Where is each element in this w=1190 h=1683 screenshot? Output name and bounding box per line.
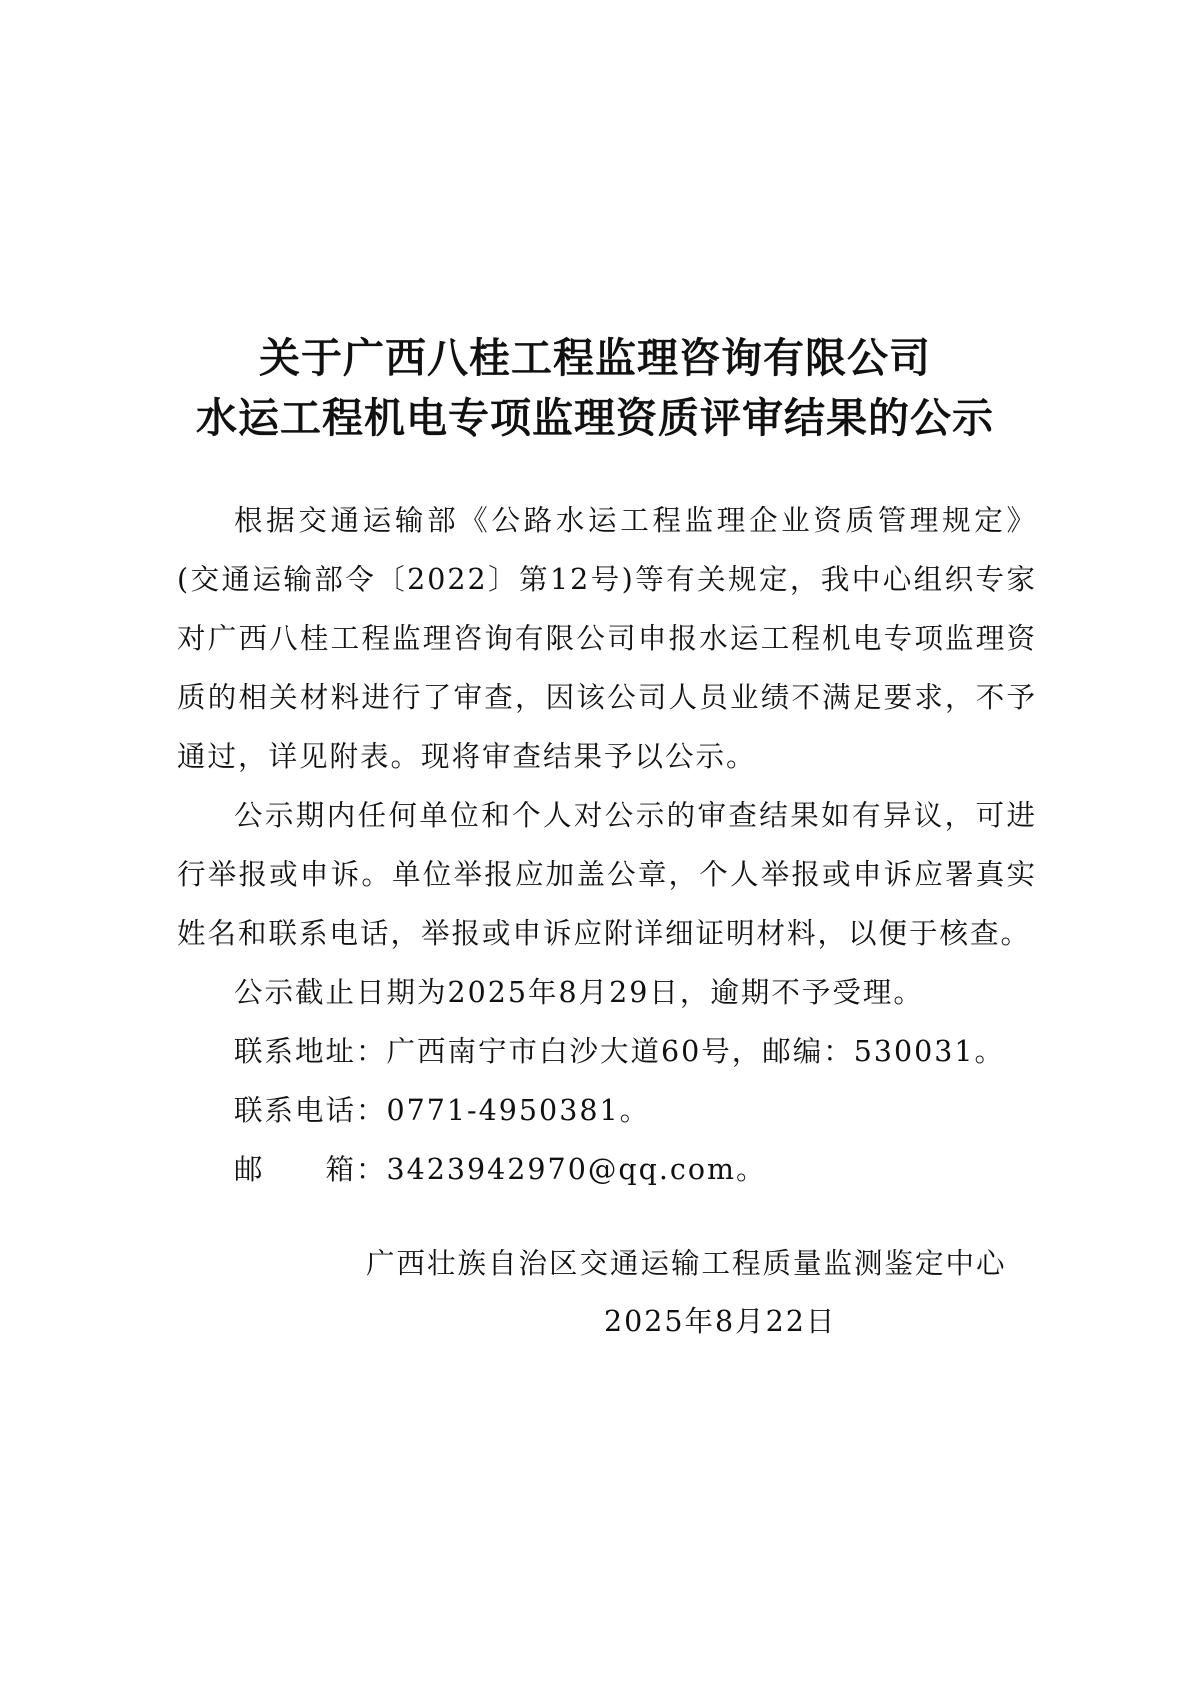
document-title-line-2: 水运工程机电专项监理资质评审结果的公示 — [196, 394, 994, 442]
contact-address: 联系地址：广西南宁市白沙大道60号，邮编：530031。 — [234, 1035, 1006, 1068]
document-title-line-1: 关于广西八桂工程监理咨询有限公司 — [259, 334, 931, 382]
contact-phone: 联系电话：0771-4950381。 — [234, 1094, 651, 1127]
signature-date: 2025年8月22日 — [604, 1305, 837, 1338]
body-paragraph-regulation: 根据交通运输部《公路水运工程监理企业资质管理规定》(交通运输部令〔2022〕第12号)等有关规定，我中心组织专家对广西八桂工程监理咨询有限公司申报水运工程机电专项监理资质的相关材料进行了审查，因该公司人员业绩不满足要求，不予通过，详见附表。现将审查结果予以公示。 — [177, 504, 1037, 773]
document-body — [177, 491, 1037, 1199]
body-paragraph-objection: 公示期内任何单位和个人对公示的审查结果如有异议，可进行举报或申诉。单位举报应加盖公章，个人举报或申诉应署真实姓名和联系电话，举报或申诉应附详细证明材料，以便于核查。 — [177, 799, 1037, 950]
signature-organization: 广西壮族自治区交通运输工程质量监测鉴定中心 — [366, 1247, 1007, 1280]
contact-email: 邮 箱：3423942970@qq.com。 — [234, 1153, 767, 1186]
body-paragraph-deadline: 公示截止日期为2025年8月29日，逾期不予受理。 — [234, 976, 924, 1009]
